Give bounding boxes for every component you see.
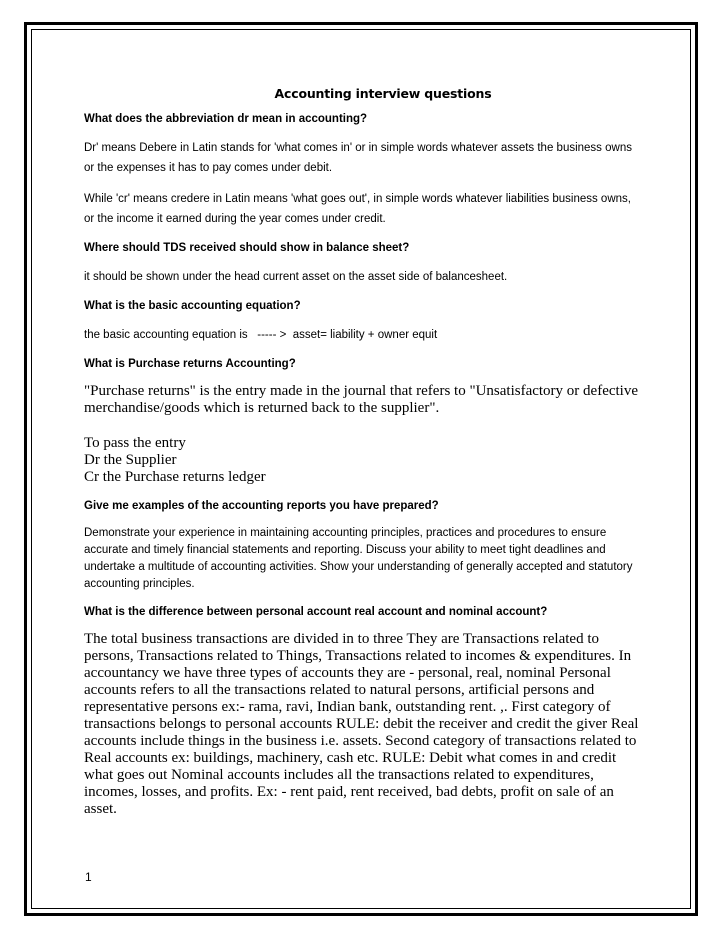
question-equation: What is the basic accounting equation? — [84, 300, 301, 312]
answer-dr-2: While 'cr' means credere in Latin means 'what goes out', in simple words whatever liabilities business owns, or the income it earned during the year comes under credit. — [84, 193, 631, 225]
question-dr: What does the abbreviation dr mean in accounting? — [84, 113, 368, 125]
answer-tds: it should be shown under the head current asset on the asset side of balancesheet. — [84, 271, 508, 283]
entry-line-2: Dr the Supplier — [84, 452, 177, 468]
question-account-types: What is the difference between personal account real account and nominal account? — [84, 606, 548, 618]
question-reports: Give me examples of the accounting reports you have prepared? — [84, 500, 439, 512]
question-tds: Where should TDS received should show in balance sheet? — [84, 242, 410, 254]
document-title: Accounting interview questions — [274, 86, 492, 101]
answer-purchase-returns: "Purchase returns" is the entry made in the journal that refers to "Unsatisfactory or defective merchandise/goods which is returned back to the supplier". — [84, 383, 639, 416]
answer-dr-1: Dr' means Debere in Latin stands for 'what comes in' or in simple words whatever assets the business owns or the expenses it has to pay comes under debit. — [84, 142, 632, 174]
answer-account-types: The total business transactions are divided in to three They are Transactions related to persons, Transactions related to Things, Transactions related to incomes & expenditures. In accountancy we have three types of accounts they are - personal, real, nominal Personal accounts refers to all the transactions related to natural persons, artificial persons and representative persons ex:- rama, ravi, Indian bank, outstanding rent. ,. First category of transactions belongs to personal accounts RULE: debit the receiver and credit the giver Real accounts include things in the business i.e. assets. Second category of transactions related to Real accounts ex: buildings, machinery, cash etc. RULE: Debit what comes in and credit what goes out Nominal accounts includes all the transactions related to expenditures, incomes, losses, and profits. Ex: - rent paid, rent received, bad debts, profit on sale of an asset. — [84, 631, 639, 817]
question-purchase-returns: What is Purchase returns Accounting? — [84, 358, 296, 370]
answer-reports: Demonstrate your experience in maintaining accounting principles, practices and procedures to ensure accurate and timely financial statements and reporting. Discuss your ability to meet tight deadlines and undertake a multitude of accounting activities. Show your understanding of generally accepted and statutory accounting principles. — [84, 527, 633, 590]
page-number: 1 — [85, 870, 92, 884]
entry-line-1: To pass the entry — [84, 435, 186, 451]
purchase-returns-entry — [84, 435, 644, 486]
entry-line-3: Cr the Purchase returns ledger — [84, 469, 266, 485]
answer-equation: the basic accounting equation is ----- > asset= liability + owner equit — [84, 329, 438, 341]
document-content — [84, 86, 644, 828]
